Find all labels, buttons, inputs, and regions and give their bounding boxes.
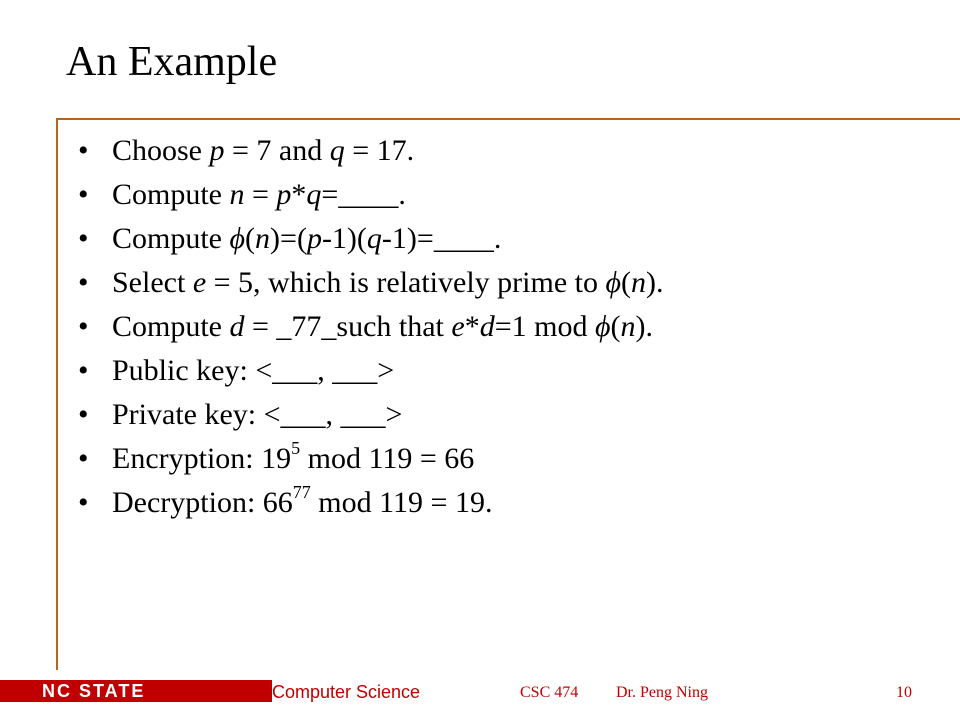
bullet-text: *	[464, 310, 480, 343]
bullet-item	[78, 482, 664, 519]
bullet-text: 77	[292, 482, 311, 502]
bullet-text: q	[329, 134, 345, 167]
bullet-item	[78, 400, 664, 430]
bullet-item	[78, 180, 664, 210]
bullet-text: ϕ	[229, 222, 246, 255]
bullet-text: q	[366, 222, 382, 255]
bullet-text: *	[291, 178, 307, 211]
bullet-item	[78, 312, 664, 342]
bullet-text: n	[631, 266, 647, 299]
course-label: CSC 474	[520, 684, 579, 701]
bullet-text: n	[255, 222, 271, 255]
bullet-item	[78, 224, 664, 254]
bullet-text: (	[610, 310, 621, 343]
author-label: Dr. Peng Ning	[616, 684, 708, 701]
bullet-text: = 17.	[344, 134, 415, 167]
bullet-text: Compute	[112, 222, 230, 255]
bullet-text: p	[306, 222, 322, 255]
bullet-text: Decryption: 66	[112, 486, 293, 519]
bullet-text: Public key: <___, ___>	[112, 354, 395, 387]
bullet-text: mod 119 = 19.	[310, 486, 493, 519]
left-divider	[56, 118, 58, 670]
bullet-text: -1)(	[321, 222, 367, 255]
bullet-text: ).	[635, 310, 654, 343]
bullet-item	[78, 136, 664, 166]
bullet-text: Compute	[112, 310, 230, 343]
bullet-text: = 5, which is relatively prime to	[206, 266, 606, 299]
department-label: Computer Science	[272, 682, 421, 702]
university-logo: NC STATE UNIVERSITY	[42, 681, 171, 723]
bullet-text: Compute	[112, 178, 230, 211]
bullet-item	[78, 438, 664, 475]
bullet-text: ϕ	[595, 310, 611, 343]
bullet-text: p	[209, 134, 225, 167]
bullet-item	[78, 356, 664, 386]
bullet-text: (	[621, 266, 632, 299]
bullet-text: Encryption: 19	[112, 442, 292, 475]
title-divider	[56, 118, 960, 120]
bullet-text: q	[306, 178, 322, 211]
bullet-text: Choose	[112, 134, 210, 167]
bullet-item	[78, 268, 664, 298]
bullet-text: ).	[646, 266, 664, 299]
bullet-text: p	[276, 178, 292, 211]
bullet-text: =	[244, 178, 277, 211]
bullet-text: = 7 and	[224, 134, 330, 167]
bullet-text: Private key: <___, ___>	[112, 398, 403, 431]
bullet-text: (	[245, 222, 256, 255]
bullet-text: n	[229, 178, 245, 211]
bullet-text: n	[620, 310, 636, 343]
bullet-text: mod 119 = 66	[300, 442, 475, 475]
bullet-text: ϕ	[605, 266, 622, 299]
slide-title: An Example	[66, 39, 278, 85]
bullet-text: )=(	[270, 222, 307, 255]
bullet-text: 5	[291, 438, 301, 458]
bullet-text: d	[229, 310, 245, 343]
bullet-text: = _77_such that	[244, 310, 452, 343]
bullet-text: Select	[112, 266, 193, 299]
bullet-text: =1 mod	[494, 310, 595, 343]
page-number: 10	[896, 684, 912, 701]
bullet-text: e	[192, 266, 207, 299]
bullet-text: d	[479, 310, 495, 343]
bullet-text: e	[451, 310, 465, 343]
bullet-text: =____.	[321, 178, 406, 211]
bullet-text: -1)=____.	[381, 222, 502, 255]
bullet-list	[78, 136, 664, 532]
